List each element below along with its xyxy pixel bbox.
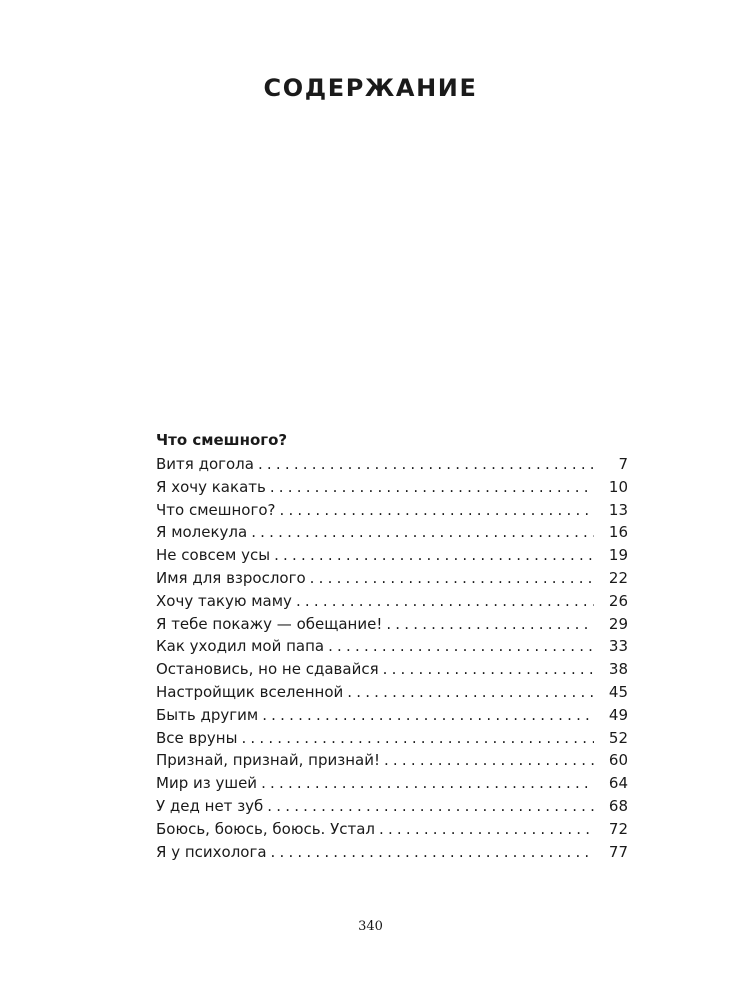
toc-entry-page: 13 <box>608 500 628 519</box>
toc-dot-leader <box>296 590 594 613</box>
toc-entry-page: 7 <box>618 455 628 473</box>
toc-entry <box>156 818 628 841</box>
toc-entry <box>156 841 628 864</box>
toc-dot-leader <box>328 635 594 658</box>
toc-entry-title: Признай, признай, признай! <box>156 751 380 770</box>
toc-entry <box>156 453 628 476</box>
page-title: СОДЕРЖАНИЕ <box>263 74 478 102</box>
toc-entry-page: 68 <box>608 796 628 815</box>
toc-dot-leader <box>258 453 594 476</box>
toc-dot-leader <box>262 704 594 727</box>
toc-entry-title: Я у психолога <box>156 842 267 861</box>
toc-entry-page: 49 <box>608 705 628 724</box>
toc-entry <box>156 704 628 727</box>
toc-list <box>156 453 628 863</box>
toc-entry <box>156 658 628 681</box>
toc-entry-title: Хочу такую маму <box>156 591 292 610</box>
toc-entry <box>156 795 628 818</box>
toc-dot-leader <box>386 613 594 636</box>
toc-entry-page: 77 <box>608 842 628 861</box>
toc-dot-leader <box>379 818 594 841</box>
toc-entry-page: 29 <box>608 614 628 633</box>
toc-entry <box>156 681 628 704</box>
table-of-contents <box>156 428 628 863</box>
toc-dot-leader <box>383 658 594 681</box>
toc-entry-page: 60 <box>608 751 628 770</box>
toc-entry-title: Все вруны <box>156 728 238 747</box>
toc-dot-leader <box>267 795 594 818</box>
toc-entry <box>156 521 628 544</box>
toc-entry-page: 10 <box>608 477 628 496</box>
toc-dot-leader <box>347 681 594 704</box>
toc-entry-title: Мир из ушей <box>156 774 258 793</box>
toc-entry <box>156 590 628 613</box>
toc-entry <box>156 613 628 636</box>
toc-entry-page: 64 <box>608 774 628 793</box>
toc-dot-leader <box>270 476 594 499</box>
toc-entry <box>156 544 628 567</box>
toc-entry-page: 45 <box>608 682 628 701</box>
toc-entry-title: Как уходил мой папа <box>156 637 325 656</box>
toc-entry-page: 26 <box>608 591 628 610</box>
toc-entry-page: 19 <box>608 546 628 565</box>
toc-entry-page: 33 <box>608 637 628 656</box>
toc-entry <box>156 476 628 499</box>
toc-dot-leader <box>251 521 594 544</box>
toc-entry-page: 38 <box>608 660 628 679</box>
toc-dot-leader <box>310 567 594 590</box>
toc-entry-page: 52 <box>608 728 628 747</box>
toc-entry <box>156 727 628 750</box>
toc-entry <box>156 635 628 658</box>
toc-entry-title: Боюсь, боюсь, боюсь. Устал <box>156 819 375 838</box>
toc-entry-title: Настройщик вселенной <box>156 682 344 701</box>
toc-dot-leader <box>384 749 594 772</box>
toc-section-heading: Что смешного? <box>156 431 288 449</box>
toc-entry-page: 22 <box>608 568 628 587</box>
toc-entry-title: Имя для взрослого <box>156 568 306 587</box>
toc-entry-title: Я молекула <box>156 523 248 542</box>
toc-entry <box>156 567 628 590</box>
toc-dot-leader <box>280 499 595 522</box>
toc-dot-leader <box>274 544 594 567</box>
toc-dot-leader <box>271 841 594 864</box>
toc-entry-title: У дед нет зуб <box>156 796 264 815</box>
toc-entry-title: Что смешного? <box>156 500 276 519</box>
toc-entry-title: Я тебе покажу — обещание! <box>156 614 383 633</box>
toc-entry-page: 16 <box>608 523 628 542</box>
toc-dot-leader <box>241 727 594 750</box>
toc-dot-leader <box>261 772 594 795</box>
toc-entry-title: Остановись, но не сдавайся <box>156 660 379 679</box>
toc-entry-title: Витя догола <box>156 455 254 473</box>
toc-entry <box>156 499 628 522</box>
toc-entry <box>156 772 628 795</box>
toc-entry-page: 72 <box>608 819 628 838</box>
toc-entry-title: Не совсем усы <box>156 546 271 565</box>
toc-entry-title: Я хочу какать <box>156 477 266 496</box>
toc-entry <box>156 749 628 772</box>
toc-entry-title: Быть другим <box>156 705 259 724</box>
page-number: 340 <box>358 919 383 934</box>
